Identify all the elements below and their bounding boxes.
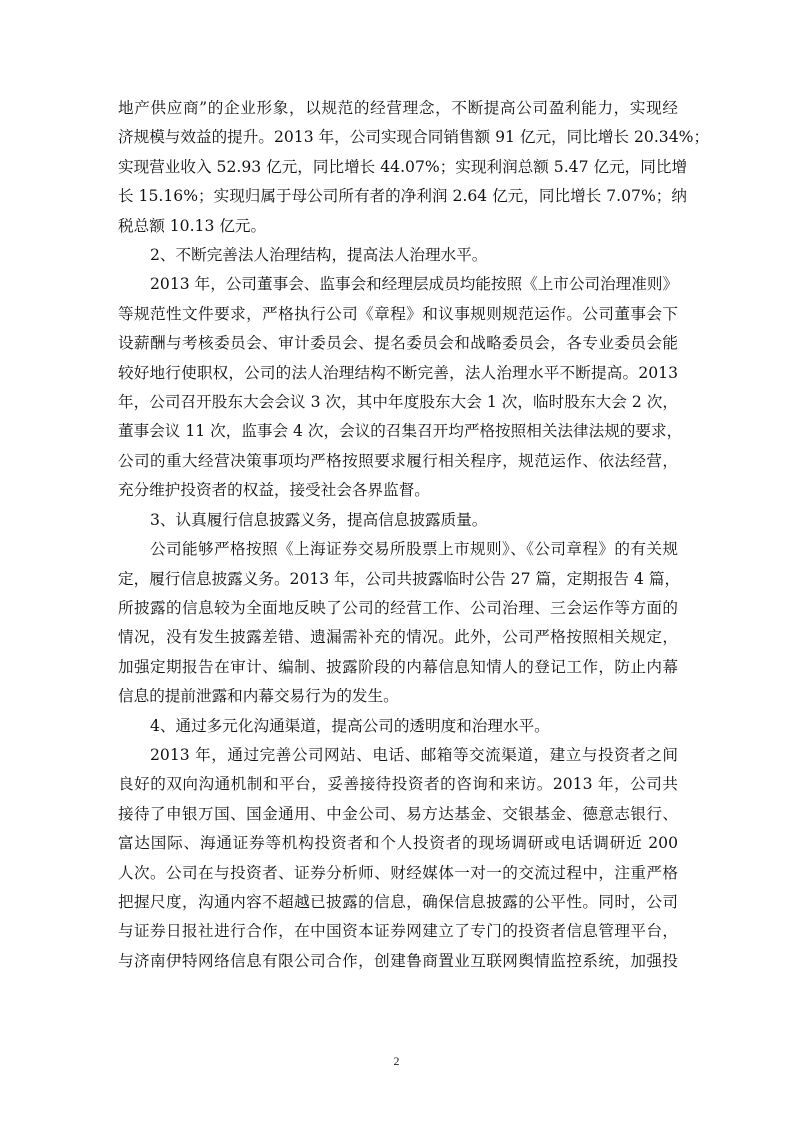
page-number: 2 [393,1054,400,1068]
text-line: 公司的重大经营决策事项均严格按照要求履行相关程序，规范运作、依法经营， [118,451,678,470]
text-line: 接待了申银万国、国金通用、中金公司、易方达基金、交银基金、德意志银行、 [118,804,678,823]
text-line: 富达国际、海通证券等机构投资者和个人投资者的现场调研或电话调研近 200 [118,834,678,853]
section-heading-communication [118,712,678,741]
text-line: 较好地行使职权，公司的法人治理结构不断完善，法人治理水平不断提高。2013 [118,363,678,382]
text-line: 信息的提前泄露和内幕交易行为的发生。 [118,687,399,706]
text-line: 等规范性文件要求，严格执行公司《章程》和议事规则规范运作。公司董事会下 [118,304,678,323]
section-heading-disclosure [118,506,678,535]
text-line: 充分维护投资者的权益，接受社会各界监督。 [118,481,430,500]
text-line: 良好的双向沟通机制和平台，妥善接待投资者的咨询和来访。2013 年，公司共 [118,775,678,794]
paragraph-communication [118,741,678,976]
text-line: 地产供应商”的企业形象，以规范的经营理念，不断提高公司盈利能力，实现经 [118,99,678,117]
heading-text: 2、不断完善法人治理结构，提高法人治理水平。 [150,246,488,265]
text-line: 情况，没有发生披露差错、遗漏需补充的情况。此外，公司严格按照相关规定， [118,628,678,647]
text-line: 2013 年，公司董事会、监事会和经理层成员均能按照《上市公司治理准则》 [150,275,679,294]
text-line: 济规模与效益的提升。2013 年，公司实现合同销售额 91 亿元，同比增长 20.34%； [118,128,710,147]
text-line: 加强定期报告在审计、编制、披露阶段的内幕信息知情人的登记工作，防止内幕 [118,657,678,676]
text-line: 董事会议 11 次，监事会 4 次，会议的召集召开均严格按照相关法律法规的要求， [118,422,683,441]
text-line: 年，公司召开股东大会会议 3 次，其中年度股东大会 1 次，临时股东大会 2 次， [118,393,678,412]
paragraph-disclosure [118,535,681,711]
text-line: 与证券日报社进行合作，在中国资本证券网建立了专门的投资者信息管理平台， [118,922,678,941]
paragraph-business-results [118,94,710,241]
text-line: 人次。公司在与投资者、证券分析师、财经媒体一对一的交流过程中，注重严格 [118,863,678,882]
paragraph-governance [118,270,683,505]
text-line: 公司能够严格按照《上海证券交易所股票上市规则》、《公司章程》的有关规 [150,540,678,559]
text-line: 把握尺度，沟通内容不超越已披露的信息，确保信息披露的公平性。同时，公司 [118,892,678,911]
section-heading-governance [118,241,678,270]
text-line: 实现营业收入 52.93 亿元，同比增长 44.07%；实现利润总额 5.47 亿元，同比增 [118,157,688,176]
heading-text: 3、认真履行信息披露义务，提高信息披露质量。 [150,510,488,529]
text-line: 设薪酬与考核委员会、审计委员会、提名委员会和战略委员会，各专业委员会能 [118,334,678,353]
heading-text: 4、通过多元化沟通渠道，提高公司的透明度和治理水平。 [150,716,550,735]
text-line: 与济南伊特网络信息有限公司合作，创建鲁商置业互联网舆情监控系统，加强投 [118,951,678,970]
text-line: 所披露的信息较为全面地反映了公司的经营工作、公司治理、三会运作等方面的 [118,598,678,617]
document-body [118,94,710,976]
text-line: 税总额 10.13 亿元。 [118,216,267,235]
text-line: 长 15.16%；实现归属于母公司所有者的净利润 2.64 亿元，同比增长 7.07%；纳 [118,187,687,206]
text-line: 定，履行信息披露义务。2013 年，公司共披露临时公告 27 篇，定期报告 4 篇， [118,569,681,588]
text-line: 2013 年，通过完善公司网站、电话、邮箱等交流渠道，建立与投资者之间 [150,745,678,764]
